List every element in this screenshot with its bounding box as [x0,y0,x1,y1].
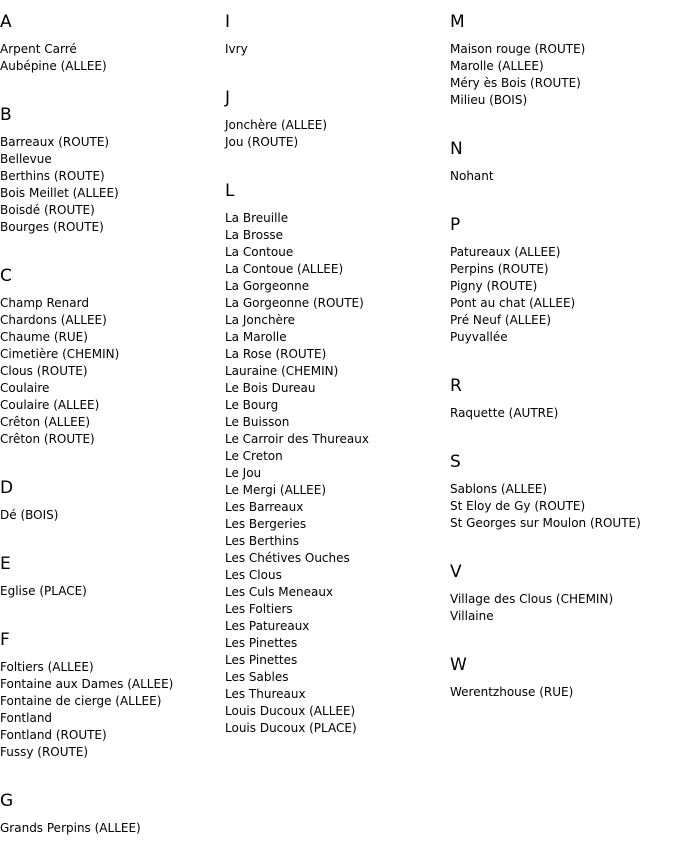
street-entry: Coulaire [0,381,50,395]
street-entry: Puyvallée [450,330,508,344]
index-section [0,466,220,542]
street-entry: La Marolle [225,330,287,344]
street-entry: Fontland [0,711,53,725]
entry-list [0,507,220,524]
index-section [225,169,445,755]
street-entry: Raquette (AUTRE) [450,406,559,420]
street-entry: Ivry [225,42,248,56]
street-entry: Les Barreaux [225,500,304,514]
street-entry: Les Berthins [225,534,299,548]
index-section [0,542,220,618]
street-entry: Pré Neuf (ALLEE) [450,313,552,327]
entry-list [450,684,674,701]
street-entry: Arpent Carré [0,42,77,56]
street-entry: Le Bois Dureau [225,381,316,395]
section-letter-heading: J [225,88,231,108]
street-entry: Villaine [450,609,494,623]
section-letter-heading: C [0,266,12,286]
street-entry: Fussy (ROUTE) [0,745,89,759]
entry-list [450,168,674,185]
street-entry: Coulaire (ALLEE) [0,398,100,412]
street-entry: Louis Ducoux (PLACE) [225,721,357,735]
index-section [0,0,220,93]
section-letter-heading: N [450,139,463,159]
street-entry: Chaume (RUE) [0,330,88,344]
street-entry: Fontland (ROUTE) [0,728,107,742]
street-entry: La Gorgeonne (ROUTE) [225,296,364,310]
street-entry: Patureaux (ALLEE) [450,245,561,259]
street-entry: Dé (BOIS) [0,508,59,522]
index-column-2 [225,0,445,755]
index-section [450,0,674,127]
street-entry: Chardons (ALLEE) [0,313,107,327]
section-letter-heading: B [0,105,12,125]
section-letter-heading: R [450,376,462,396]
street-entry: Marolle (ALLEE) [450,59,544,73]
street-entry: Les Foltiers [225,602,293,616]
street-entry: Milieu (BOIS) [450,93,528,107]
entry-list [225,210,445,737]
street-entry: Cimetière (CHEMIN) [0,347,120,361]
street-entry: Bellevue [0,152,52,166]
section-letter-heading: I [225,12,231,32]
street-entry: Boisdé (ROUTE) [0,203,95,217]
street-entry: Berthins (ROUTE) [0,169,105,183]
index-section [225,76,445,169]
street-entry: La Contoue (ALLEE) [225,262,344,276]
street-entry: La Brosse [225,228,283,242]
street-entry: Le Bourg [225,398,279,412]
street-entry: Eglise (PLACE) [0,584,87,598]
street-entry: Les Thureaux [225,687,306,701]
street-entry: Les Clous [225,568,282,582]
street-entry: Les Culs Meneaux [225,585,334,599]
street-entry: Les Pinettes [225,636,298,650]
index-column-3 [450,0,674,719]
street-entry: Jou (ROUTE) [225,135,299,149]
street-entry: Foltiers (ALLEE) [0,660,94,674]
street-entry: Perpins (ROUTE) [450,262,549,276]
street-entry: St Eloy de Gy (ROUTE) [450,499,586,513]
entry-list [225,117,445,151]
street-entry: Nohant [450,169,494,183]
index-section [0,618,220,779]
index-section [450,203,674,364]
street-entry: Village des Clous (CHEMIN) [450,592,614,606]
street-entry: Les Sables [225,670,289,684]
street-entry: Les Bergeries [225,517,307,531]
street-entry: Lauraine (CHEMIN) [225,364,339,378]
entry-list [0,820,220,837]
entry-list [450,41,674,109]
street-entry: Aubépine (ALLEE) [0,59,107,73]
section-letter-heading: G [0,791,14,811]
entry-list [0,295,220,448]
index-column-1 [0,0,220,855]
street-entry: Le Carroir des Thureaux [225,432,369,446]
entry-list [450,481,674,532]
section-letter-heading: E [0,554,11,574]
entry-list [0,583,220,600]
street-entry: Barreaux (ROUTE) [0,135,110,149]
entry-list [450,405,674,422]
street-entry: Le Mergi (ALLEE) [225,483,327,497]
street-entry: Fontaine aux Dames (ALLEE) [0,677,174,691]
street-entry: Maison rouge (ROUTE) [450,42,586,56]
index-section [0,779,220,855]
entry-list [0,134,220,236]
street-entry: Clous (ROUTE) [0,364,88,378]
index-section [450,550,674,643]
street-entry: Les Chétives Ouches [225,551,350,565]
street-entry: St Georges sur Moulon (ROUTE) [450,516,641,530]
street-entry: Bourges (ROUTE) [0,220,104,234]
index-section [225,0,445,76]
index-section [450,440,674,550]
street-entry: La Jonchère [225,313,295,327]
section-letter-heading: W [450,655,467,675]
section-letter-heading: D [0,478,14,498]
street-entry: Champ Renard [0,296,89,310]
street-entry: Crêton (ALLEE) [0,415,91,429]
street-entry: Louis Ducoux (ALLEE) [225,704,356,718]
index-section [450,364,674,440]
index-section [450,127,674,203]
index-section [0,254,220,466]
section-letter-heading: F [0,630,10,650]
section-letter-heading: V [450,562,462,582]
street-entry: Bois Meillet (ALLEE) [0,186,119,200]
street-entry: Sablons (ALLEE) [450,482,548,496]
street-entry: Méry ès Bois (ROUTE) [450,76,581,90]
street-entry: Fontaine de cierge (ALLEE) [0,694,162,708]
street-entry: La Rose (ROUTE) [225,347,327,361]
street-entry: Grands Perpins (ALLEE) [0,821,141,835]
street-entry: La Breuille [225,211,289,225]
section-letter-heading: S [450,452,461,472]
section-letter-heading: M [450,12,465,32]
street-entry: La Gorgeonne [225,279,310,293]
entry-list [450,591,674,625]
index-section [450,643,674,719]
street-entry: La Contoue [225,245,294,259]
section-letter-heading: P [450,215,461,235]
street-entry: Crêton (ROUTE) [0,432,95,446]
street-entry: Pont au chat (ALLEE) [450,296,576,310]
entry-list [0,659,220,761]
section-letter-heading: A [0,12,12,32]
street-entry: Les Pinettes [225,653,298,667]
street-entry: Pigny (ROUTE) [450,279,538,293]
entry-list [0,41,220,75]
entry-list [450,244,674,346]
street-entry: Werentzhouse (RUE) [450,685,574,699]
street-entry: Le Creton [225,449,283,463]
index-section [0,93,220,254]
street-entry: Le Jou [225,466,262,480]
street-entry: Le Buisson [225,415,290,429]
street-entry: Jonchère (ALLEE) [225,118,328,132]
entry-list [225,41,445,58]
section-letter-heading: L [225,181,235,201]
street-entry: Les Patureaux [225,619,310,633]
